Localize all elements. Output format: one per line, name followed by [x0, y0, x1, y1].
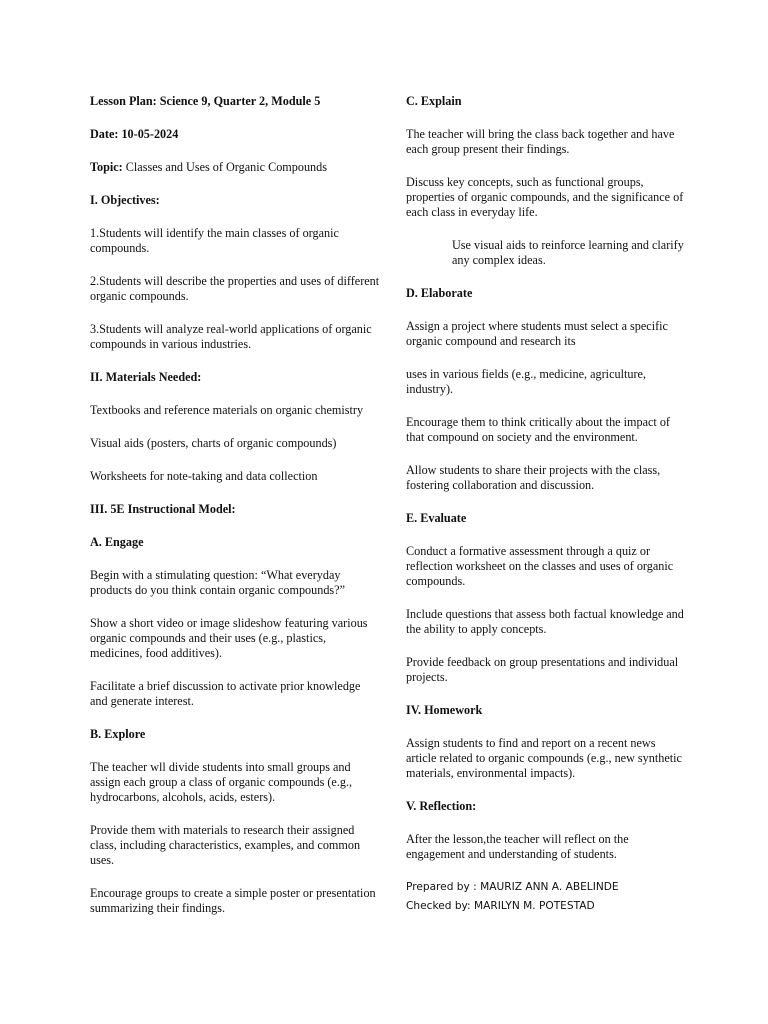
- elaborate-item: Allow students to share their projects with the class, fostering collaboration and discussion.: [406, 463, 661, 492]
- model-heading: III. 5E Instructional Model:: [90, 502, 236, 516]
- materials-heading: II. Materials Needed:: [90, 370, 202, 384]
- explain-heading: C. Explain: [406, 94, 462, 108]
- engage-item: Show a short video or image slideshow featuring various organic compounds and their uses (e.g., plastics, medicines, food additives).: [90, 616, 368, 660]
- right-column: [406, 94, 686, 916]
- engage-item: Begin with a stimulating question: “What everyday products do you think contain organic compounds?”: [90, 568, 345, 597]
- topic-value: Classes and Uses of Organic Compounds: [122, 160, 327, 174]
- prepared-by: Prepared by : MAURIZ ANN A. ABELINDE: [406, 881, 619, 893]
- objectives-heading: I. Objectives:: [90, 193, 160, 207]
- elaborate-item: Encourage them to think critically about the impact of that compound on society and the environment.: [406, 415, 670, 444]
- evaluate-item: Include questions that assess both factual knowledge and the ability to apply concepts.: [406, 607, 684, 636]
- objective-item: 3.Students will analyze real-world applications of organic compounds in various industries.: [90, 322, 372, 351]
- document-title: Lesson Plan: Science 9, Quarter 2, Module 5: [90, 94, 321, 108]
- objective-item: 2.Students will describe the properties and uses of different organic compounds.: [90, 274, 380, 303]
- explore-item: Encourage groups to create a simple poster or presentation summarizing their findings.: [90, 886, 376, 915]
- evaluate-item: Conduct a formative assessment through a quiz or reflection worksheet on the classes and uses of organic compounds.: [406, 544, 674, 588]
- homework-heading: IV. Homework: [406, 703, 483, 717]
- explain-item: The teacher will bring the class back together and have each group present their findings.: [406, 127, 675, 156]
- explore-item: The teacher wll divide students into small groups and assign each group a class of organic compounds (e.g., hydrocarbons, alcohols, acids, esters).: [90, 760, 353, 804]
- topic-label: Topic:: [90, 160, 123, 174]
- material-item: Worksheets for note-taking and data collection: [90, 469, 318, 483]
- elaborate-heading: D. Elaborate: [406, 286, 473, 300]
- explore-heading: B. Explore: [90, 727, 146, 741]
- engage-item: Facilitate a brief discussion to activate prior knowledge and generate interest.: [90, 679, 361, 708]
- explore-item: Provide them with materials to research their assigned class, including characteristics, examples, and common uses.: [90, 823, 361, 867]
- checked-by: Checked by: MARILYN M. POTESTAD: [406, 900, 595, 912]
- engage-heading: A. Engage: [90, 535, 144, 549]
- left-column: [90, 94, 380, 934]
- material-item: Textbooks and reference materials on organic chemistry: [90, 403, 364, 417]
- material-item: Visual aids (posters, charts of organic compounds): [90, 436, 337, 450]
- objective-item: 1.Students will identify the main classes of organic compounds.: [90, 226, 339, 255]
- explain-item: Discuss key concepts, such as functional groups, properties of organic compounds, and the significance of each class in everyday life.: [406, 175, 684, 219]
- evaluate-heading: E. Evaluate: [406, 511, 467, 525]
- reflection-text: After the lesson,the teacher will reflect on the engagement and understanding of students.: [406, 832, 629, 861]
- reflection-heading: V. Reflection:: [406, 799, 477, 813]
- elaborate-item: Assign a project where students must select a specific organic compound and research its: [406, 319, 668, 348]
- lesson-date: Date: 10-05-2024: [90, 127, 179, 141]
- homework-text: Assign students to find and report on a recent news article related to organic compounds (e.g., new synthetic materials, environmental impacts).: [406, 736, 682, 780]
- explain-item-indented: Use visual aids to reinforce learning and clarify any complex ideas.: [452, 238, 684, 267]
- signature-block: [406, 878, 686, 916]
- lesson-topic: [90, 160, 380, 175]
- evaluate-item: Provide feedback on group presentations and individual projects.: [406, 655, 679, 684]
- elaborate-item: uses in various fields (e.g., medicine, agriculture, industry).: [406, 367, 646, 396]
